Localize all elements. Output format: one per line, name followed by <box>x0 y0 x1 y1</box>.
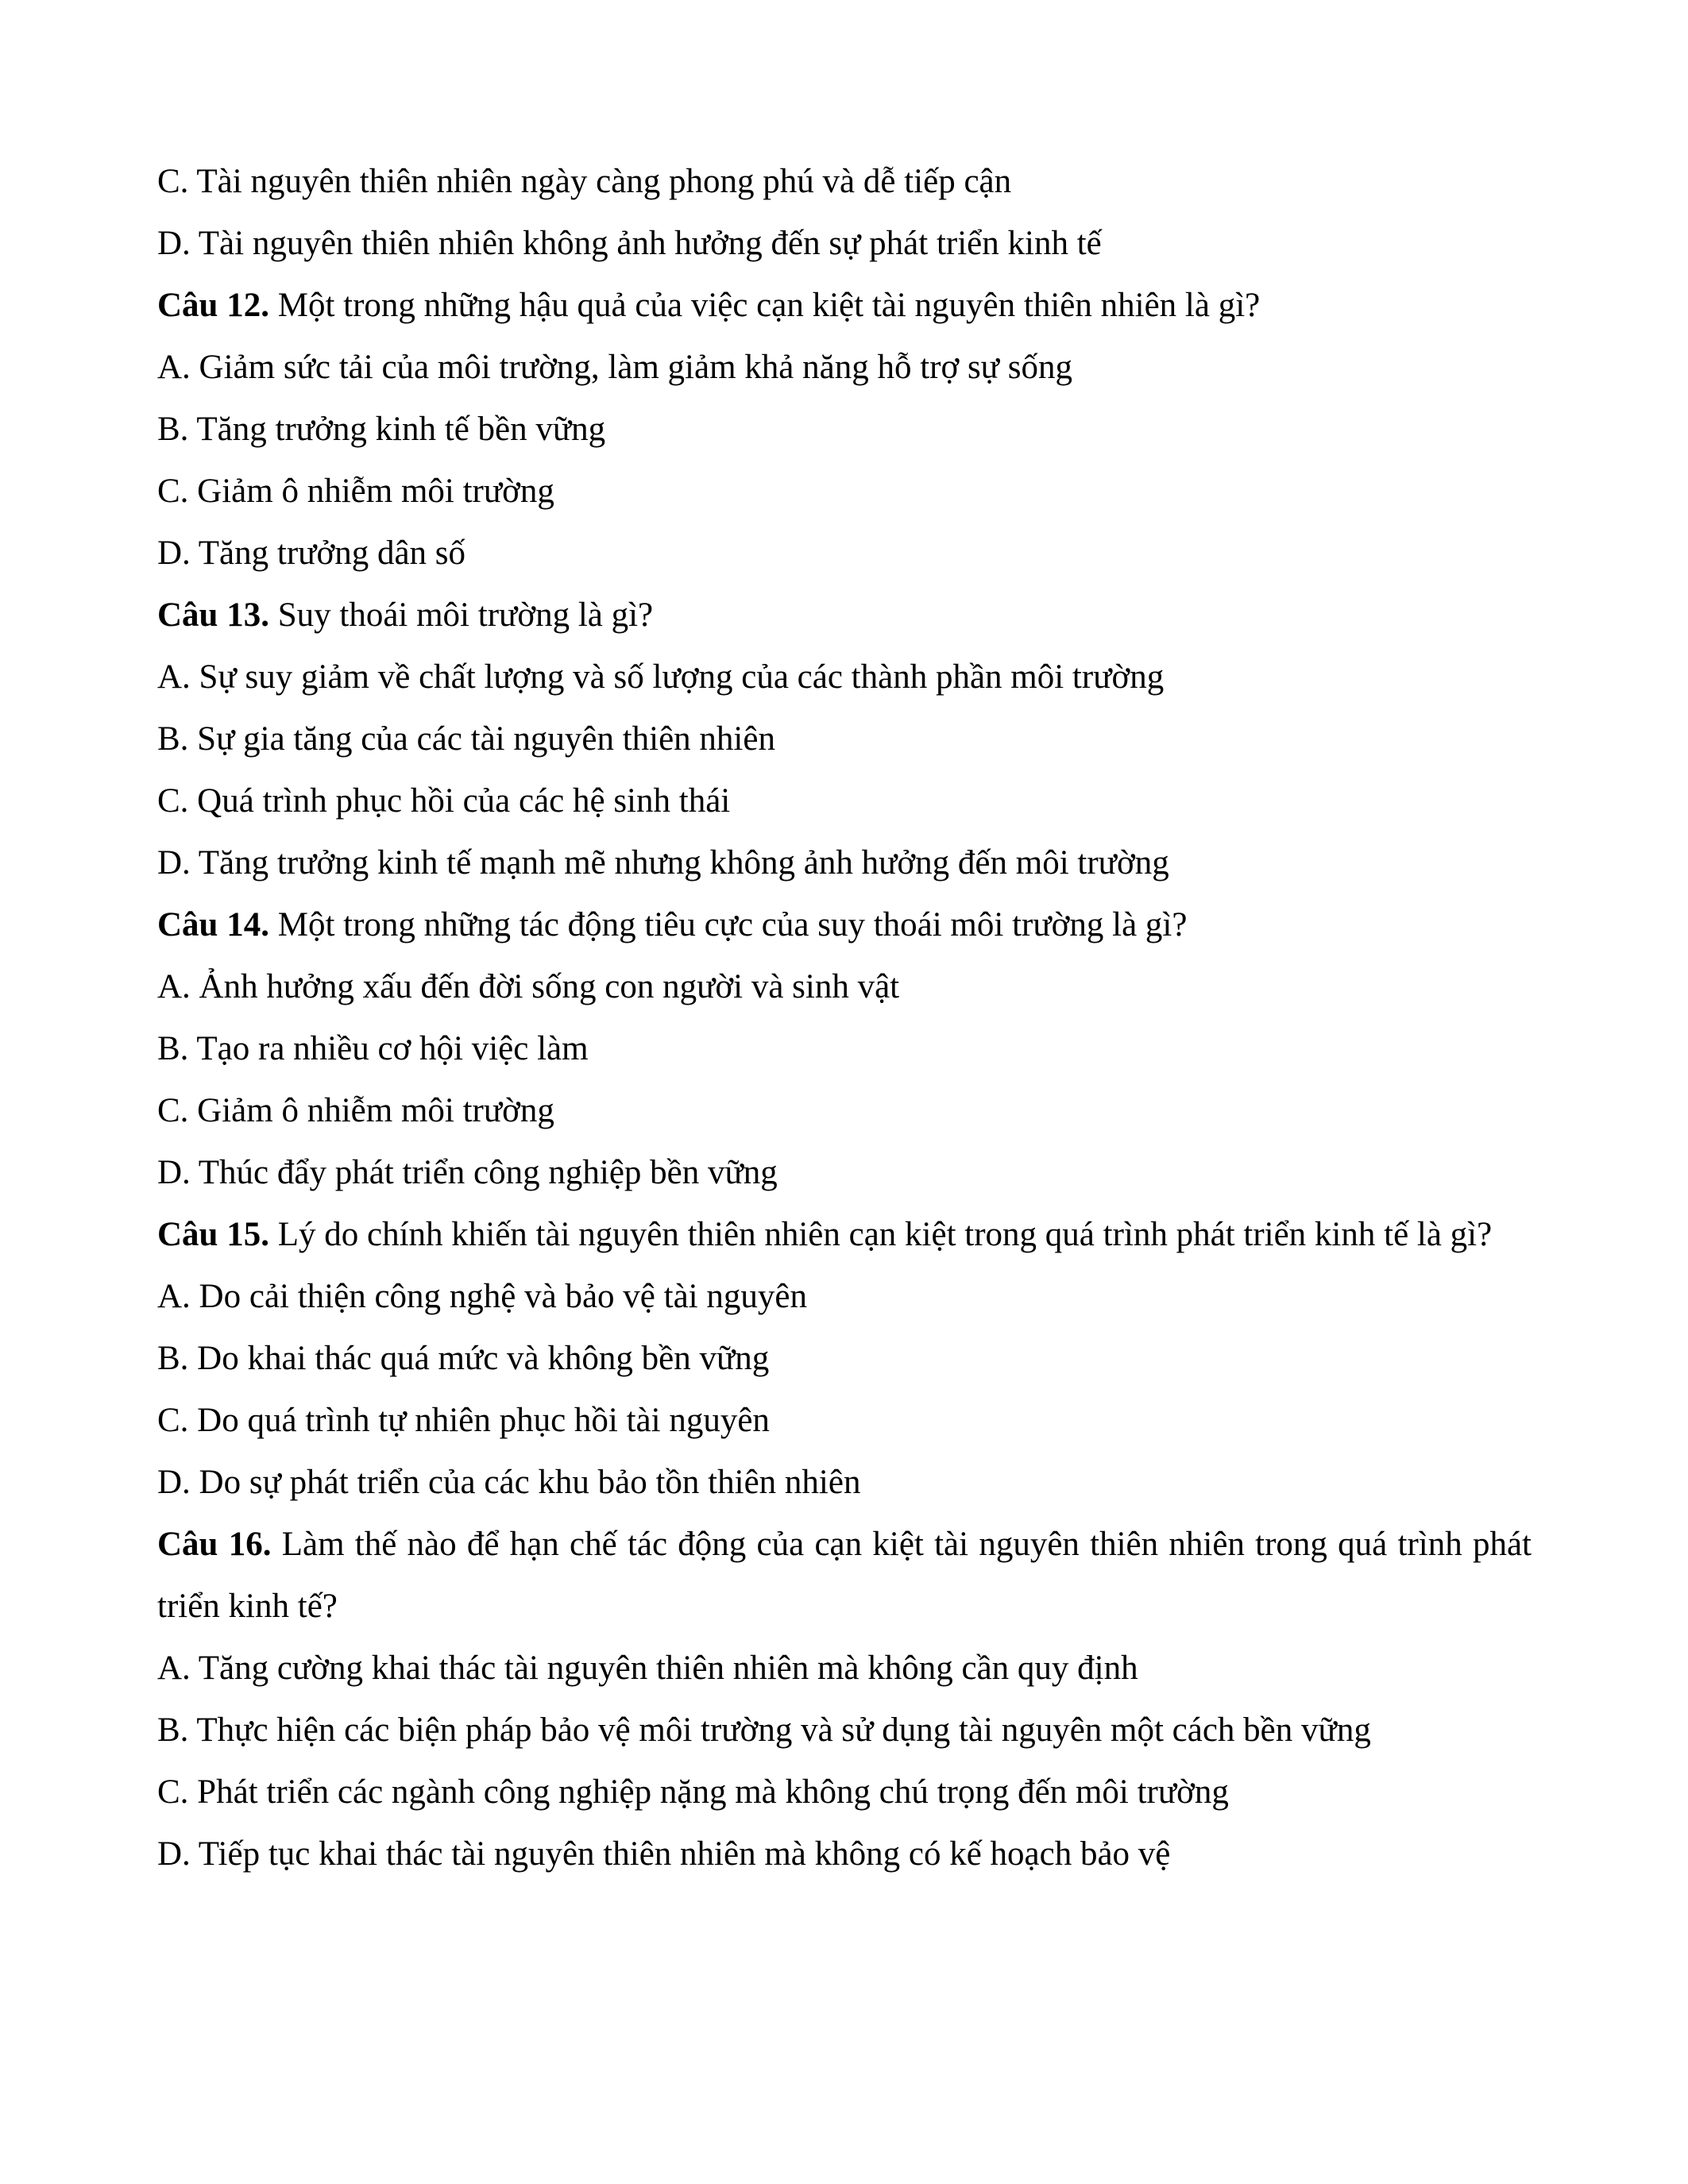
question-text: Làm thế nào để hạn chế tác động của cạn kiệt tài nguyên thiên nhiên trong quá trình phát triển kinh tế? <box>157 1526 1532 1625</box>
question-text: Lý do chính khiến tài nguyên thiên nhiên cạn kiệt trong quá trình phát triển kinh tế là gì? <box>277 1216 1493 1253</box>
prelude-option-c: C. Tài nguyên thiên nhiên ngày càng phong phú và dễ tiếp cận <box>157 163 1012 200</box>
option-d: D. Do sự phát triển của các khu bảo tồn thiên nhiên <box>157 1464 861 1501</box>
prelude-option-d: D. Tài nguyên thiên nhiên không ảnh hưởng đến sự phát triển kinh tế <box>157 225 1102 262</box>
option-b: B. Sự gia tăng của các tài nguyên thiên nhiên <box>157 720 775 758</box>
option-b: B. Tăng trưởng kinh tế bền vững <box>157 411 606 448</box>
question-text: Một trong những tác động tiêu cực của suy thoái môi trường là gì? <box>277 906 1188 943</box>
question-text: Một trong những hậu quả của việc cạn kiệt tài nguyên thiên nhiên là gì? <box>277 287 1261 324</box>
option-b: B. Do khai thác quá mức và không bền vững <box>157 1340 770 1377</box>
option-c: C. Giảm ô nhiễm môi trường <box>157 1092 554 1129</box>
option-c: C. Giảm ô nhiễm môi trường <box>157 473 554 510</box>
question-text: Suy thoái môi trường là gì? <box>277 596 654 634</box>
option-a: A. Sự suy giảm về chất lượng và số lượng của các thành phần môi trường <box>157 658 1165 696</box>
question-13 <box>157 585 1532 646</box>
option-b: B. Thực hiện các biện pháp bảo vệ môi trường và sử dụng tài nguyên một cách bền vững <box>157 1711 1371 1749</box>
question-15 <box>157 1204 1532 1266</box>
option-a: A. Giảm sức tải của môi trường, làm giảm khả năng hỗ trợ sự sống <box>157 349 1072 386</box>
option-c: C. Quá trình phục hồi của các hệ sinh thái <box>157 782 731 820</box>
option-a: A. Tăng cường khai thác tài nguyên thiên nhiên mà không cần quy định <box>157 1650 1138 1687</box>
question-label: Câu 15. <box>157 1216 269 1253</box>
option-d: D. Tăng trưởng dân số <box>157 534 466 572</box>
option-a: A. Do cải thiện công nghệ và bảo vệ tài nguyên <box>157 1278 807 1315</box>
option-c: C. Phát triển các ngành công nghiệp nặng mà không chú trọng đến môi trường <box>157 1773 1229 1811</box>
question-label: Câu 13. <box>157 596 269 634</box>
option-b: B. Tạo ra nhiều cơ hội việc làm <box>157 1030 589 1067</box>
question-label: Câu 14. <box>157 906 269 943</box>
document-body <box>157 151 1532 1885</box>
option-a: A. Ảnh hưởng xấu đến đời sống con người và sinh vật <box>157 968 900 1005</box>
option-c: C. Do quá trình tự nhiên phục hồi tài nguyên <box>157 1402 770 1439</box>
question-label: Câu 12. <box>157 287 269 324</box>
question-14 <box>157 894 1532 956</box>
question-16 <box>157 1514 1532 1638</box>
question-label: Câu 16. <box>157 1526 272 1563</box>
question-12 <box>157 275 1532 337</box>
option-d: D. Tăng trưởng kinh tế mạnh mẽ nhưng không ảnh hưởng đến môi trường <box>157 844 1169 882</box>
option-d: D. Thúc đẩy phát triển công nghiệp bền vững <box>157 1154 778 1191</box>
option-d: D. Tiếp tục khai thác tài nguyên thiên nhiên mà không có kế hoạch bảo vệ <box>157 1835 1171 1873</box>
